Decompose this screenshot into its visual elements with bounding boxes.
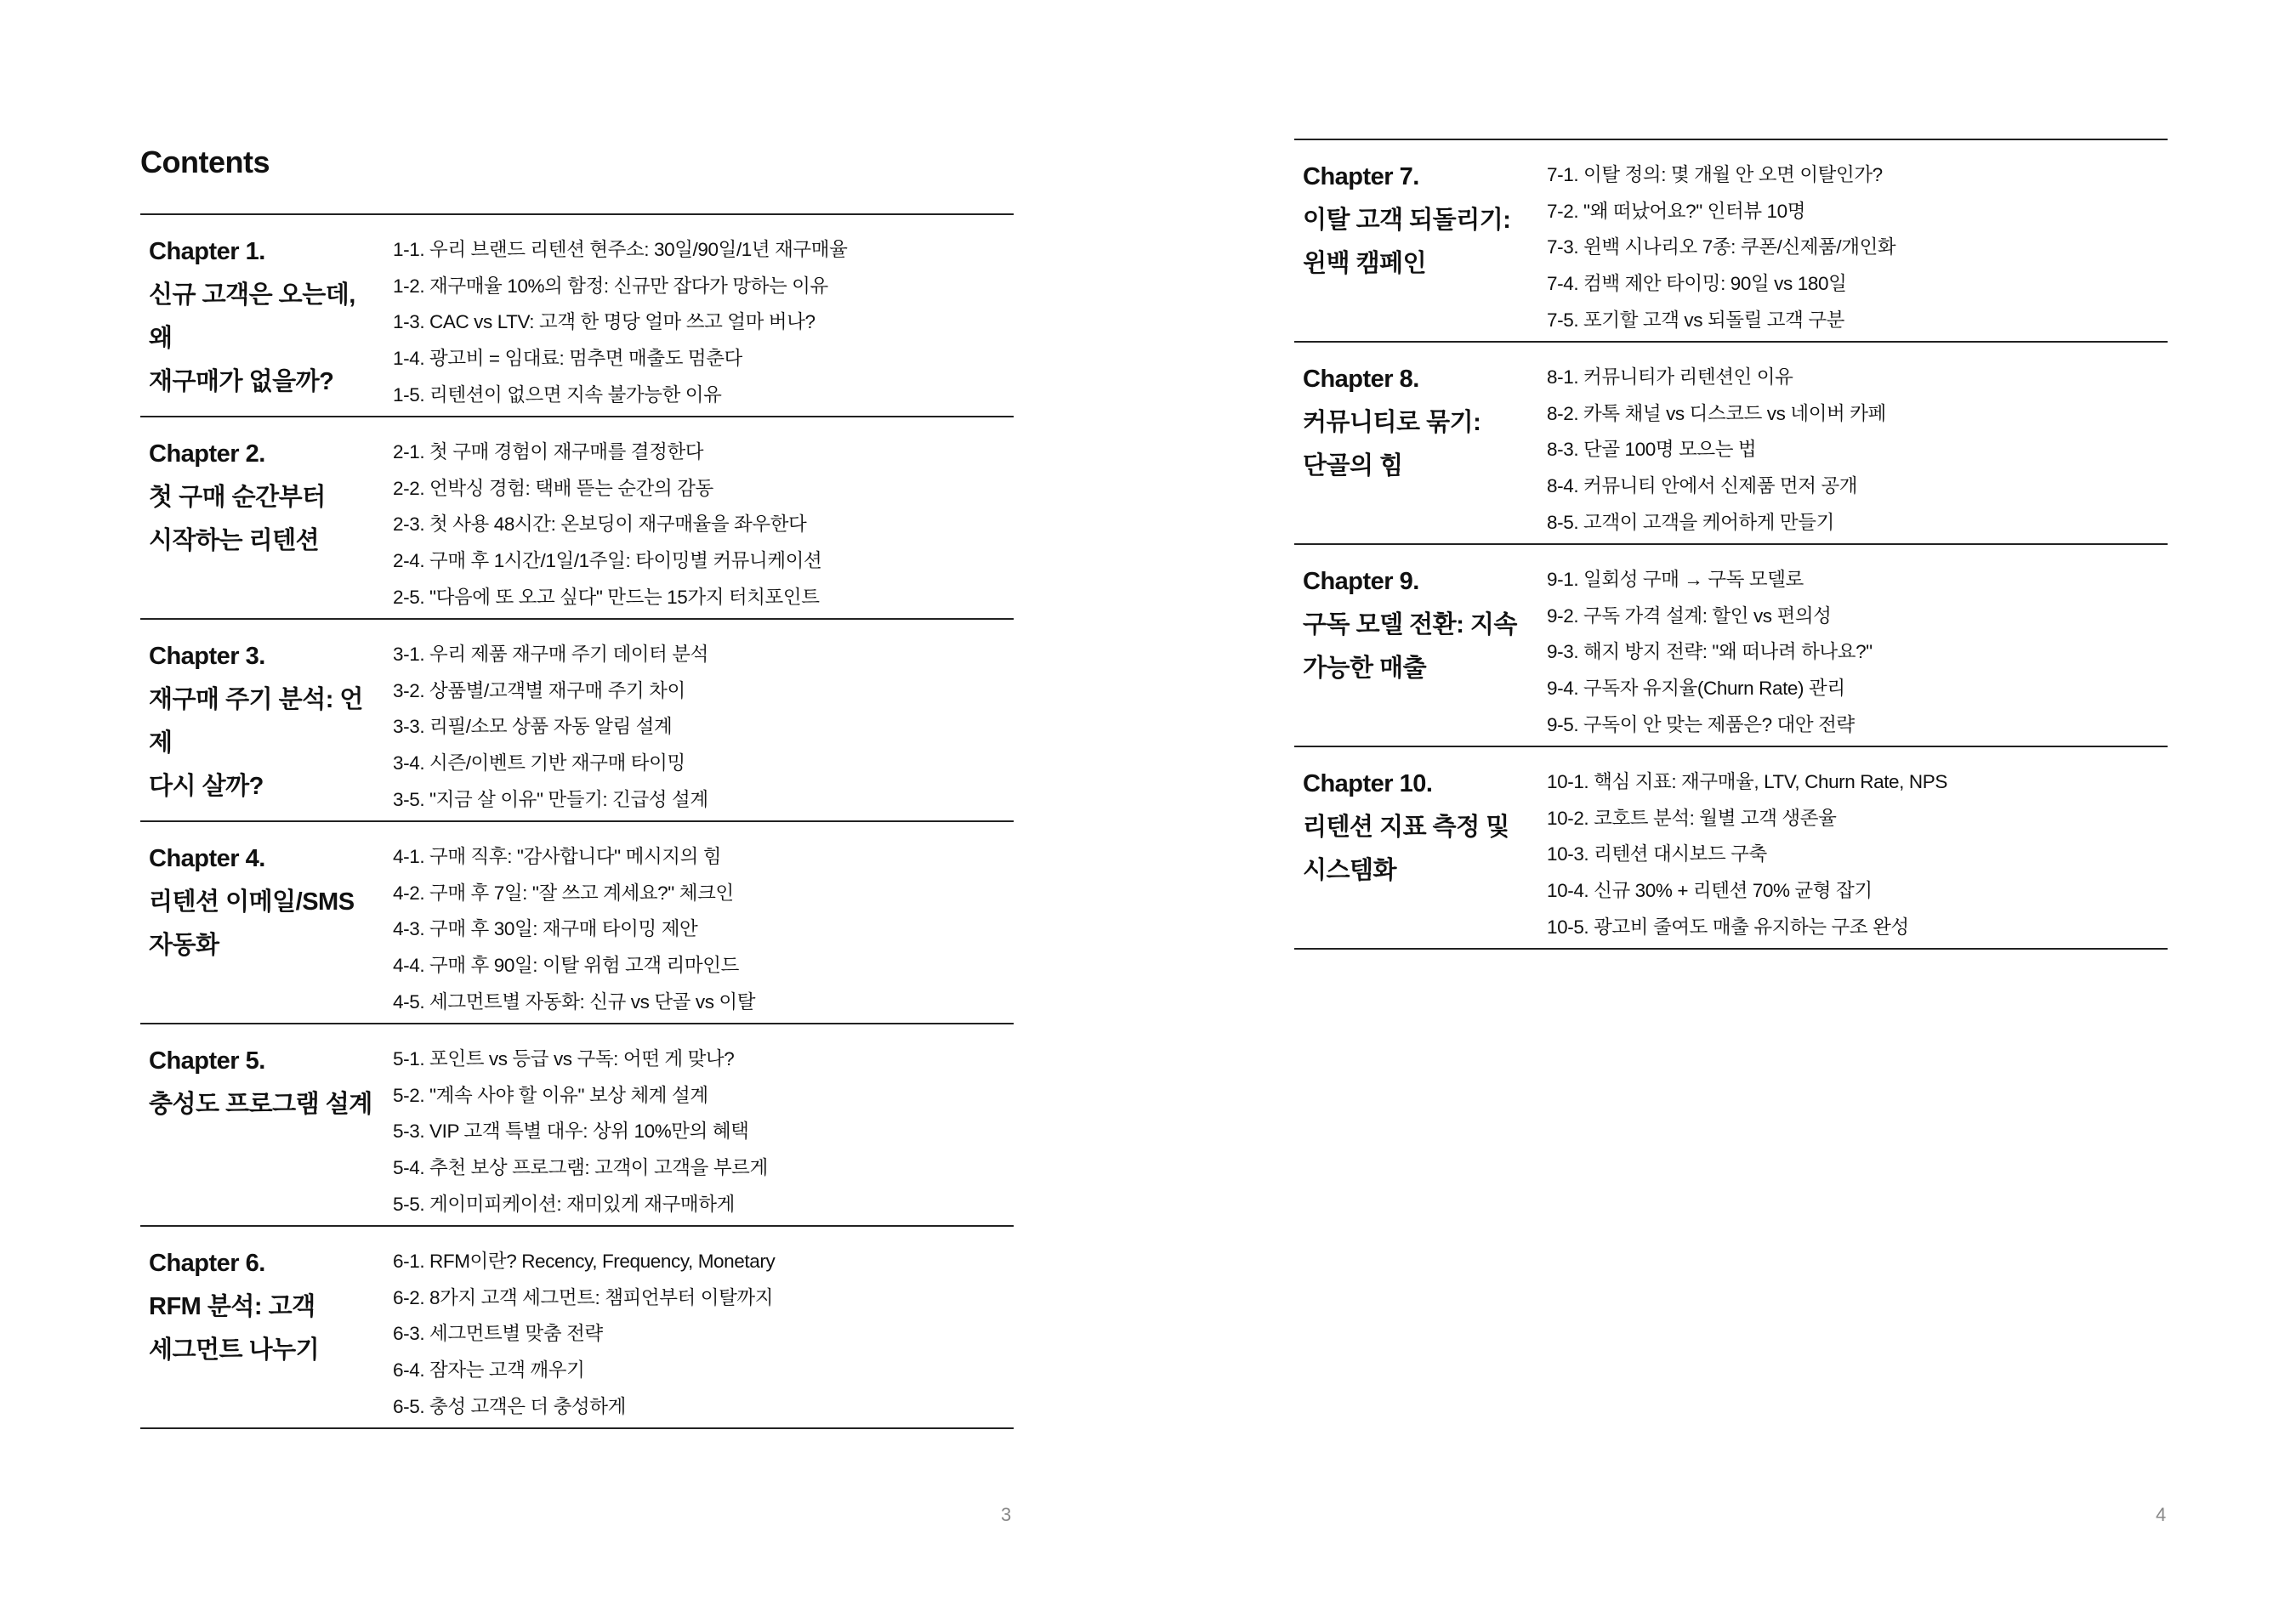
- chapter-block: [140, 822, 1014, 1024]
- section-list: [393, 1041, 768, 1223]
- section-list: [393, 839, 755, 1021]
- chapter-heading: [149, 837, 378, 967]
- chapter-title: 구독 모델 전환: 지속 가능한 매출: [1303, 611, 1517, 682]
- section-list: [393, 434, 821, 616]
- section-list: [1547, 360, 1886, 542]
- contents-title: Contents: [140, 145, 270, 179]
- section-item: 8-2. 카톡 채널 vs 디스코드 vs 네이버 카페: [1547, 402, 1886, 424]
- section-item: 5-1. 포인트 vs 등급 vs 구독: 어떤 게 맞나?: [393, 1048, 735, 1069]
- section-item: 6-4. 잠자는 고객 깨우기: [393, 1359, 585, 1382]
- chapter-block: [140, 417, 1014, 620]
- chapter-block: [140, 1024, 1014, 1227]
- section-item: 8-5. 고객이 고객을 케어하게 만들기: [1547, 511, 1834, 533]
- section-item: 10-5. 광고비 줄여도 매출 유지하는 구조 완성: [1547, 916, 1909, 938]
- chapter-label: Chapter 8.: [1303, 366, 1419, 393]
- chapter-heading: [149, 635, 378, 808]
- chapter-block: [1294, 343, 2168, 545]
- section-item: 5-3. VIP 고객 특별 대우: 상위 10%만의 혜택: [393, 1121, 749, 1143]
- section-item: 6-2. 8가지 고객 세그먼트: 챔피언부터 이탈까지: [393, 1286, 774, 1308]
- chapter-title: RFM 분석: 고객 세그먼트 나누기: [149, 1293, 320, 1364]
- section-item: 6-3. 세그먼트별 맞춤 전략: [393, 1323, 603, 1345]
- chapter-block: [140, 215, 1014, 417]
- section-item: 9-1. 일회성 구매 → 구독 모델로: [1547, 569, 1804, 590]
- section-item: 6-5. 충성 고객은 더 충성하게: [393, 1395, 626, 1417]
- chapter-title: 재구매 주기 분석: 언제 다시 살까?: [149, 686, 363, 800]
- section-list: [1547, 562, 1873, 744]
- section-list: [393, 232, 847, 414]
- chapter-label: Chapter 2.: [149, 440, 265, 468]
- section-item: 7-1. 이탈 정의: 몇 개월 안 오면 이탈인가?: [1547, 164, 1883, 185]
- section-item: 4-3. 구매 후 30일: 재구매 타이밍 제안: [393, 918, 698, 940]
- section-list: [393, 1244, 775, 1426]
- section-item: 1-1. 우리 브랜드 리텐션 현주소: 30일/90일/1년 재구매율: [393, 239, 848, 260]
- section-item: 2-1. 첫 구매 경험이 재구매를 결정한다: [393, 441, 704, 462]
- section-item: 2-5. "다음에 또 오고 싶다" 만드는 15가지 터치포인트: [393, 586, 820, 608]
- section-item: 9-3. 해지 방지 전략: "왜 떠나려 하나요?": [1547, 641, 1873, 663]
- section-list: [1547, 764, 1947, 946]
- section-item: 10-2. 코호트 분석: 월별 고객 생존율: [1547, 807, 1837, 829]
- section-item: 3-3. 리필/소모 상품 자동 알림 설계: [393, 716, 673, 738]
- section-item: 2-2. 언박싱 경험: 택배 뜯는 순간의 감동: [393, 477, 713, 499]
- chapter-label: Chapter 4.: [149, 845, 265, 872]
- section-item: 7-3. 윈백 시나리오 7종: 쿠폰/신제품/개인화: [1547, 236, 1896, 258]
- section-item: 6-1. RFM이란? Recency, Frequency, Monetary: [393, 1251, 776, 1272]
- table-of-contents: [140, 213, 1014, 1429]
- section-list: [1547, 157, 1895, 339]
- section-item: 2-4. 구매 후 1시간/1일/1주일: 타이밍별 커뮤니케이션: [393, 550, 822, 572]
- section-item: 8-3. 단골 100명 모으는 법: [1547, 439, 1757, 461]
- section-item: 5-5. 게이미피케이션: 재미있게 재구매하게: [393, 1193, 735, 1215]
- section-item: 1-2. 재구매율 10%의 함정: 신규만 잡다가 망하는 이유: [393, 275, 828, 297]
- chapter-heading: [1303, 560, 1532, 690]
- chapter-heading: [149, 1040, 378, 1126]
- chapter-heading: [149, 1242, 378, 1372]
- chapter-heading: [1303, 763, 1532, 893]
- section-item: 4-5. 세그먼트별 자동화: 신규 vs 단골 vs 이탈: [393, 990, 756, 1013]
- section-item: 8-1. 커뮤니티가 리텐션인 이유: [1547, 366, 1793, 388]
- chapter-label: Chapter 9.: [1303, 568, 1419, 595]
- chapter-label: Chapter 6.: [149, 1250, 265, 1277]
- section-item: 3-5. "지금 살 이유" 만들기: 긴급성 설계: [393, 788, 708, 810]
- section-item: 1-3. CAC vs LTV: 고객 한 명당 얼마 쓰고 얼마 버나?: [393, 311, 816, 333]
- chapter-block: [1294, 747, 2168, 950]
- section-item: 8-4. 커뮤니티 안에서 신제품 먼저 공개: [1547, 475, 1858, 497]
- section-item: 5-4. 추천 보상 프로그램: 고객이 고객을 부르게: [393, 1157, 768, 1179]
- chapter-title: 커뮤니티로 묶기: 단골의 힘: [1303, 409, 1481, 479]
- right-page: [1148, 0, 2296, 1617]
- section-item: 3-2. 상품별/고객별 재구매 주기 차이: [393, 679, 685, 701]
- section-item: 9-4. 구독자 유지율(Churn Rate) 관리: [1547, 678, 1845, 700]
- chapter-block: [140, 1227, 1014, 1429]
- section-item: 7-2. "왜 떠났어요?" 인터뷰 10명: [1547, 200, 1806, 222]
- chapter-heading: [1303, 156, 1532, 286]
- section-item: 9-5. 구독이 안 맞는 제품은? 대안 전략: [1547, 713, 1855, 735]
- chapter-title: 이탈 고객 되돌리기: 윈백 캠페인: [1303, 207, 1511, 277]
- section-item: 3-4. 시즌/이벤트 기반 재구매 타이밍: [393, 752, 685, 774]
- chapter-title: 리텐션 지표 측정 및 시스템화: [1303, 814, 1509, 884]
- section-list: [393, 637, 708, 819]
- section-item: 10-4. 신규 30% + 리텐션 70% 균형 잡기: [1547, 880, 1873, 902]
- section-item: 7-5. 포기할 고객 vs 되돌릴 고객 구분: [1547, 309, 1844, 331]
- page-number: 4: [2156, 1504, 2167, 1525]
- page-number: 3: [1001, 1504, 1012, 1525]
- section-item: 9-2. 구독 가격 설계: 할인 vs 편의성: [1547, 604, 1832, 627]
- chapter-label: Chapter 3.: [149, 643, 265, 670]
- section-item: 10-1. 핵심 지표: 재구매율, LTV, Churn Rate, NPS: [1547, 771, 1947, 792]
- chapter-heading: [149, 433, 378, 563]
- chapter-heading: [1303, 358, 1532, 488]
- section-item: 3-1. 우리 제품 재구매 주기 데이터 분석: [393, 644, 708, 665]
- chapter-block: [1294, 545, 2168, 747]
- section-item: 10-3. 리텐션 대시보드 구축: [1547, 843, 1767, 865]
- section-item: 4-4. 구매 후 90일: 이탈 위험 고객 리마인드: [393, 955, 739, 977]
- table-of-contents: [1294, 139, 2168, 950]
- chapter-block: [1294, 140, 2168, 343]
- chapter-block: [140, 620, 1014, 822]
- chapter-heading: [149, 230, 378, 404]
- section-item: 1-5. 리텐션이 없으면 지속 불가능한 이유: [393, 383, 722, 406]
- chapter-label: Chapter 7.: [1303, 163, 1419, 190]
- chapter-title: 신규 고객은 오는데, 왜 재구매가 없을까?: [149, 281, 355, 395]
- section-item: 7-4. 컴백 제안 타이밍: 90일 vs 180일: [1547, 273, 1847, 295]
- section-item: 4-1. 구매 직후: "감사합니다" 메시지의 힘: [393, 846, 722, 867]
- chapter-label: Chapter 10.: [1303, 770, 1433, 797]
- chapter-title: 첫 구매 순간부터 시작하는 리텐션: [149, 484, 326, 554]
- section-item: 2-3. 첫 사용 48시간: 온보딩이 재구매율을 좌우한다: [393, 513, 807, 536]
- chapter-label: Chapter 1.: [149, 238, 265, 265]
- chapter-label: Chapter 5.: [149, 1047, 265, 1075]
- section-item: 5-2. "계속 사야 할 이유" 보상 체계 설계: [393, 1084, 708, 1106]
- chapter-title: 리텐션 이메일/SMS 자동화: [149, 888, 355, 959]
- section-item: 4-2. 구매 후 7일: "잘 쓰고 계세요?" 체크인: [393, 882, 734, 904]
- chapter-title: 충성도 프로그램 설계: [149, 1091, 372, 1118]
- section-item: 1-4. 광고비 = 임대료: 멈추면 매출도 멈춘다: [393, 348, 742, 370]
